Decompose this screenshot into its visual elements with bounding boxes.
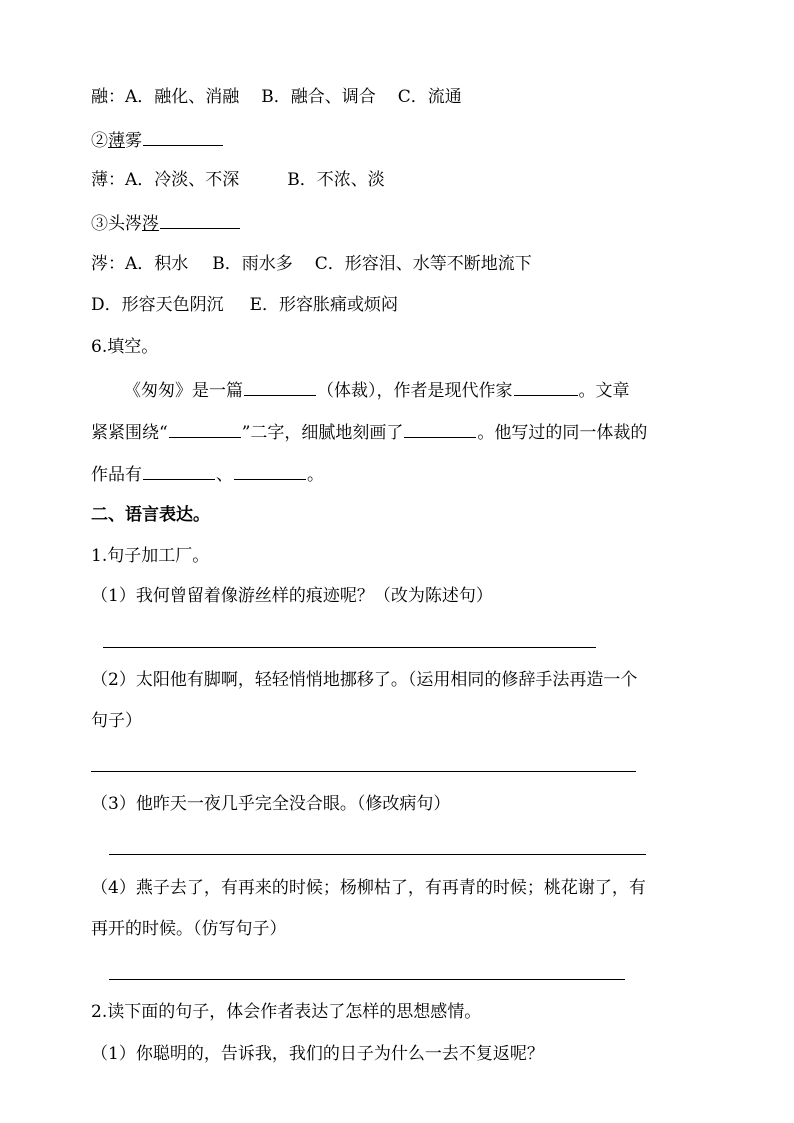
q6-text-depict: ”二字，细腻地刻画了 xyxy=(241,423,404,443)
q2-title: 2.读下面的句子，体会作者表达了怎样的思想感情。 xyxy=(91,1002,482,1022)
bao-option-b: B．不浓、淡 xyxy=(287,170,385,190)
item-3-answer-blank[interactable] xyxy=(160,211,240,229)
bao-prefix: 薄： xyxy=(91,170,125,190)
item-3-word-head: 头涔 xyxy=(108,214,142,234)
bao-option-a: A．冷淡、不深 xyxy=(125,170,240,190)
rong-definition-line xyxy=(91,86,462,108)
q1-sentence-4-line-1: （4）燕子去了，有再来的时候；杨柳枯了，有再青的时候；桃花谢了，有 xyxy=(91,878,646,898)
bao-definition-line xyxy=(91,169,385,191)
q6-text-works: 作品有 xyxy=(91,465,142,485)
rong-option-b: B．融合、调合 xyxy=(261,87,376,107)
q6-title: 6.填空。 xyxy=(91,337,159,357)
q1-sentence-2-line-1: （2）太阳他有脚啊，轻轻悄悄地挪移了。（运用相同的修辞手法再造一个 xyxy=(91,670,638,690)
q1-sentence-4-line-2: 再开的时候。（仿写句子） xyxy=(91,919,287,939)
q1-sentence-1-answer-line[interactable] xyxy=(103,647,596,648)
q6-text-around: 紧紧围绕“ xyxy=(91,423,168,443)
cen-definition-line-2 xyxy=(91,294,398,316)
q6-line-3 xyxy=(91,462,324,484)
item-2-number: ② xyxy=(91,131,108,151)
item-2-line xyxy=(91,128,224,150)
cen-definition-line-1 xyxy=(91,253,532,275)
cen-prefix: 涔： xyxy=(91,254,125,274)
item-3-number: ③ xyxy=(91,214,108,234)
q2-sentence-1: （1）你聪明的，告诉我，我们的日子为什么一去不复返呢？ xyxy=(91,1044,544,1064)
rong-option-c: C．流通 xyxy=(397,87,462,107)
q1-sentence-2-answer-line[interactable] xyxy=(91,771,636,772)
q6-text-end: 。 xyxy=(307,465,324,485)
cen-option-e: E．形容胀痛或烦闷 xyxy=(249,295,399,315)
q6-line-1 xyxy=(124,378,630,400)
q1-sentence-3-answer-line[interactable] xyxy=(109,854,646,855)
q1-sentence-2-line-2: 句子） xyxy=(91,711,142,731)
rong-option-a: A．融化、消融 xyxy=(125,87,240,107)
keyword-blank[interactable] xyxy=(169,420,241,438)
item-2-word-underlined: 薄 xyxy=(108,131,125,151)
genre-blank[interactable] xyxy=(244,378,316,396)
rong-prefix: 融： xyxy=(91,87,125,107)
q6-text-genre: 《匆匆》是一篇 xyxy=(124,381,243,401)
cen-option-d: D．形容天色阴沉 xyxy=(91,295,224,315)
works-blank-2[interactable] xyxy=(234,462,306,480)
item-3-line xyxy=(91,211,241,233)
q1-sentence-3: （3）他昨天一夜几乎完全没合眼。（修改病句） xyxy=(91,794,451,814)
depict-blank[interactable] xyxy=(404,420,476,438)
author-blank[interactable] xyxy=(514,378,578,396)
q6-text-author: （体裁），作者是现代作家 xyxy=(317,381,513,401)
q1-sentence-4-answer-line[interactable] xyxy=(109,979,625,980)
section-2-heading: 二、语言表达。 xyxy=(91,505,210,525)
cen-option-c: C．形容泪、水等不断地流下 xyxy=(314,254,532,274)
q1-title: 1.句子加工厂。 xyxy=(91,546,210,566)
item-2-answer-blank[interactable] xyxy=(143,128,223,146)
item-2-word-rest: 雾 xyxy=(125,131,142,151)
q6-text-article: 。文章 xyxy=(578,381,630,401)
q1-sentence-1: （1）我何曾留着像游丝样的痕迹呢？（改为陈述句） xyxy=(91,586,493,606)
cen-option-a: A．积水 xyxy=(125,254,189,274)
item-3-word-underlined: 涔 xyxy=(142,214,159,234)
q6-text-same-genre: 。他写过的同一体裁的 xyxy=(477,423,648,443)
cen-option-b: B．雨水多 xyxy=(212,254,293,274)
works-blank-1[interactable] xyxy=(143,462,215,480)
q6-line-2 xyxy=(91,420,647,442)
q6-text-separator: 、 xyxy=(216,465,233,485)
